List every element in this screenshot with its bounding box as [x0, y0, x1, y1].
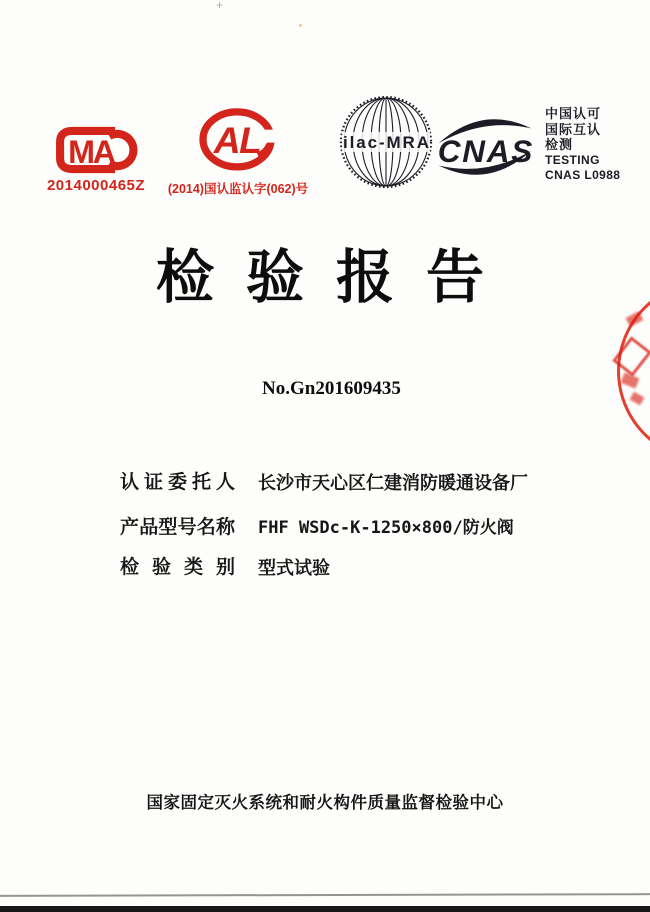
cal-letters: AL: [213, 119, 261, 162]
cal-accreditation-caption: (2014)国认监认字(062)号: [167, 182, 309, 196]
cnas-logo-icon: [434, 108, 536, 186]
cma-certificate-number: 2014000465Z: [46, 177, 146, 194]
scan-speck-cross: +: [216, 0, 224, 12]
field-label: 认证委托人: [120, 472, 235, 493]
field-value: FHF WSDc-K-1250×800/防火阀: [258, 518, 514, 538]
accreditation-line: TESTING: [545, 152, 600, 167]
report-number: No.Gn201609435: [262, 378, 401, 399]
cma-letters: MA: [68, 134, 114, 171]
field-label: 产品型号名称: [120, 517, 235, 538]
scan-edge-line: [0, 893, 650, 897]
field-row-test-type: [120, 555, 540, 581]
accreditation-line: 中国认可: [545, 106, 602, 121]
field-label: 检验类别: [120, 557, 235, 578]
cma-logo-icon: [52, 124, 140, 176]
ilac-mra-label: ilac-MRA: [343, 133, 429, 152]
page-title: 检验报告: [156, 245, 517, 310]
field-value: 型式试验: [258, 558, 330, 578]
scan-speck-dot: [299, 24, 302, 27]
issuing-organization: 国家固定灭火系统和耐火构件质量监督检验中心: [146, 794, 504, 812]
ilac-mra-logo-icon: [338, 94, 434, 190]
field-row-product-model: [120, 515, 540, 541]
accreditation-line: 检测: [545, 137, 574, 152]
accreditation-line: 国际互认: [545, 121, 602, 137]
field-value: 长沙市天心区仁建消防暖通设备厂: [258, 473, 528, 493]
accreditation-line: CNAS L0988: [545, 168, 621, 182]
cal-logo-icon: [196, 107, 278, 175]
cnas-letters: CNAS: [437, 132, 533, 169]
scan-edge-bar: [0, 906, 650, 912]
field-row-applicant: [120, 470, 540, 496]
accreditation-text-block: [545, 106, 620, 184]
